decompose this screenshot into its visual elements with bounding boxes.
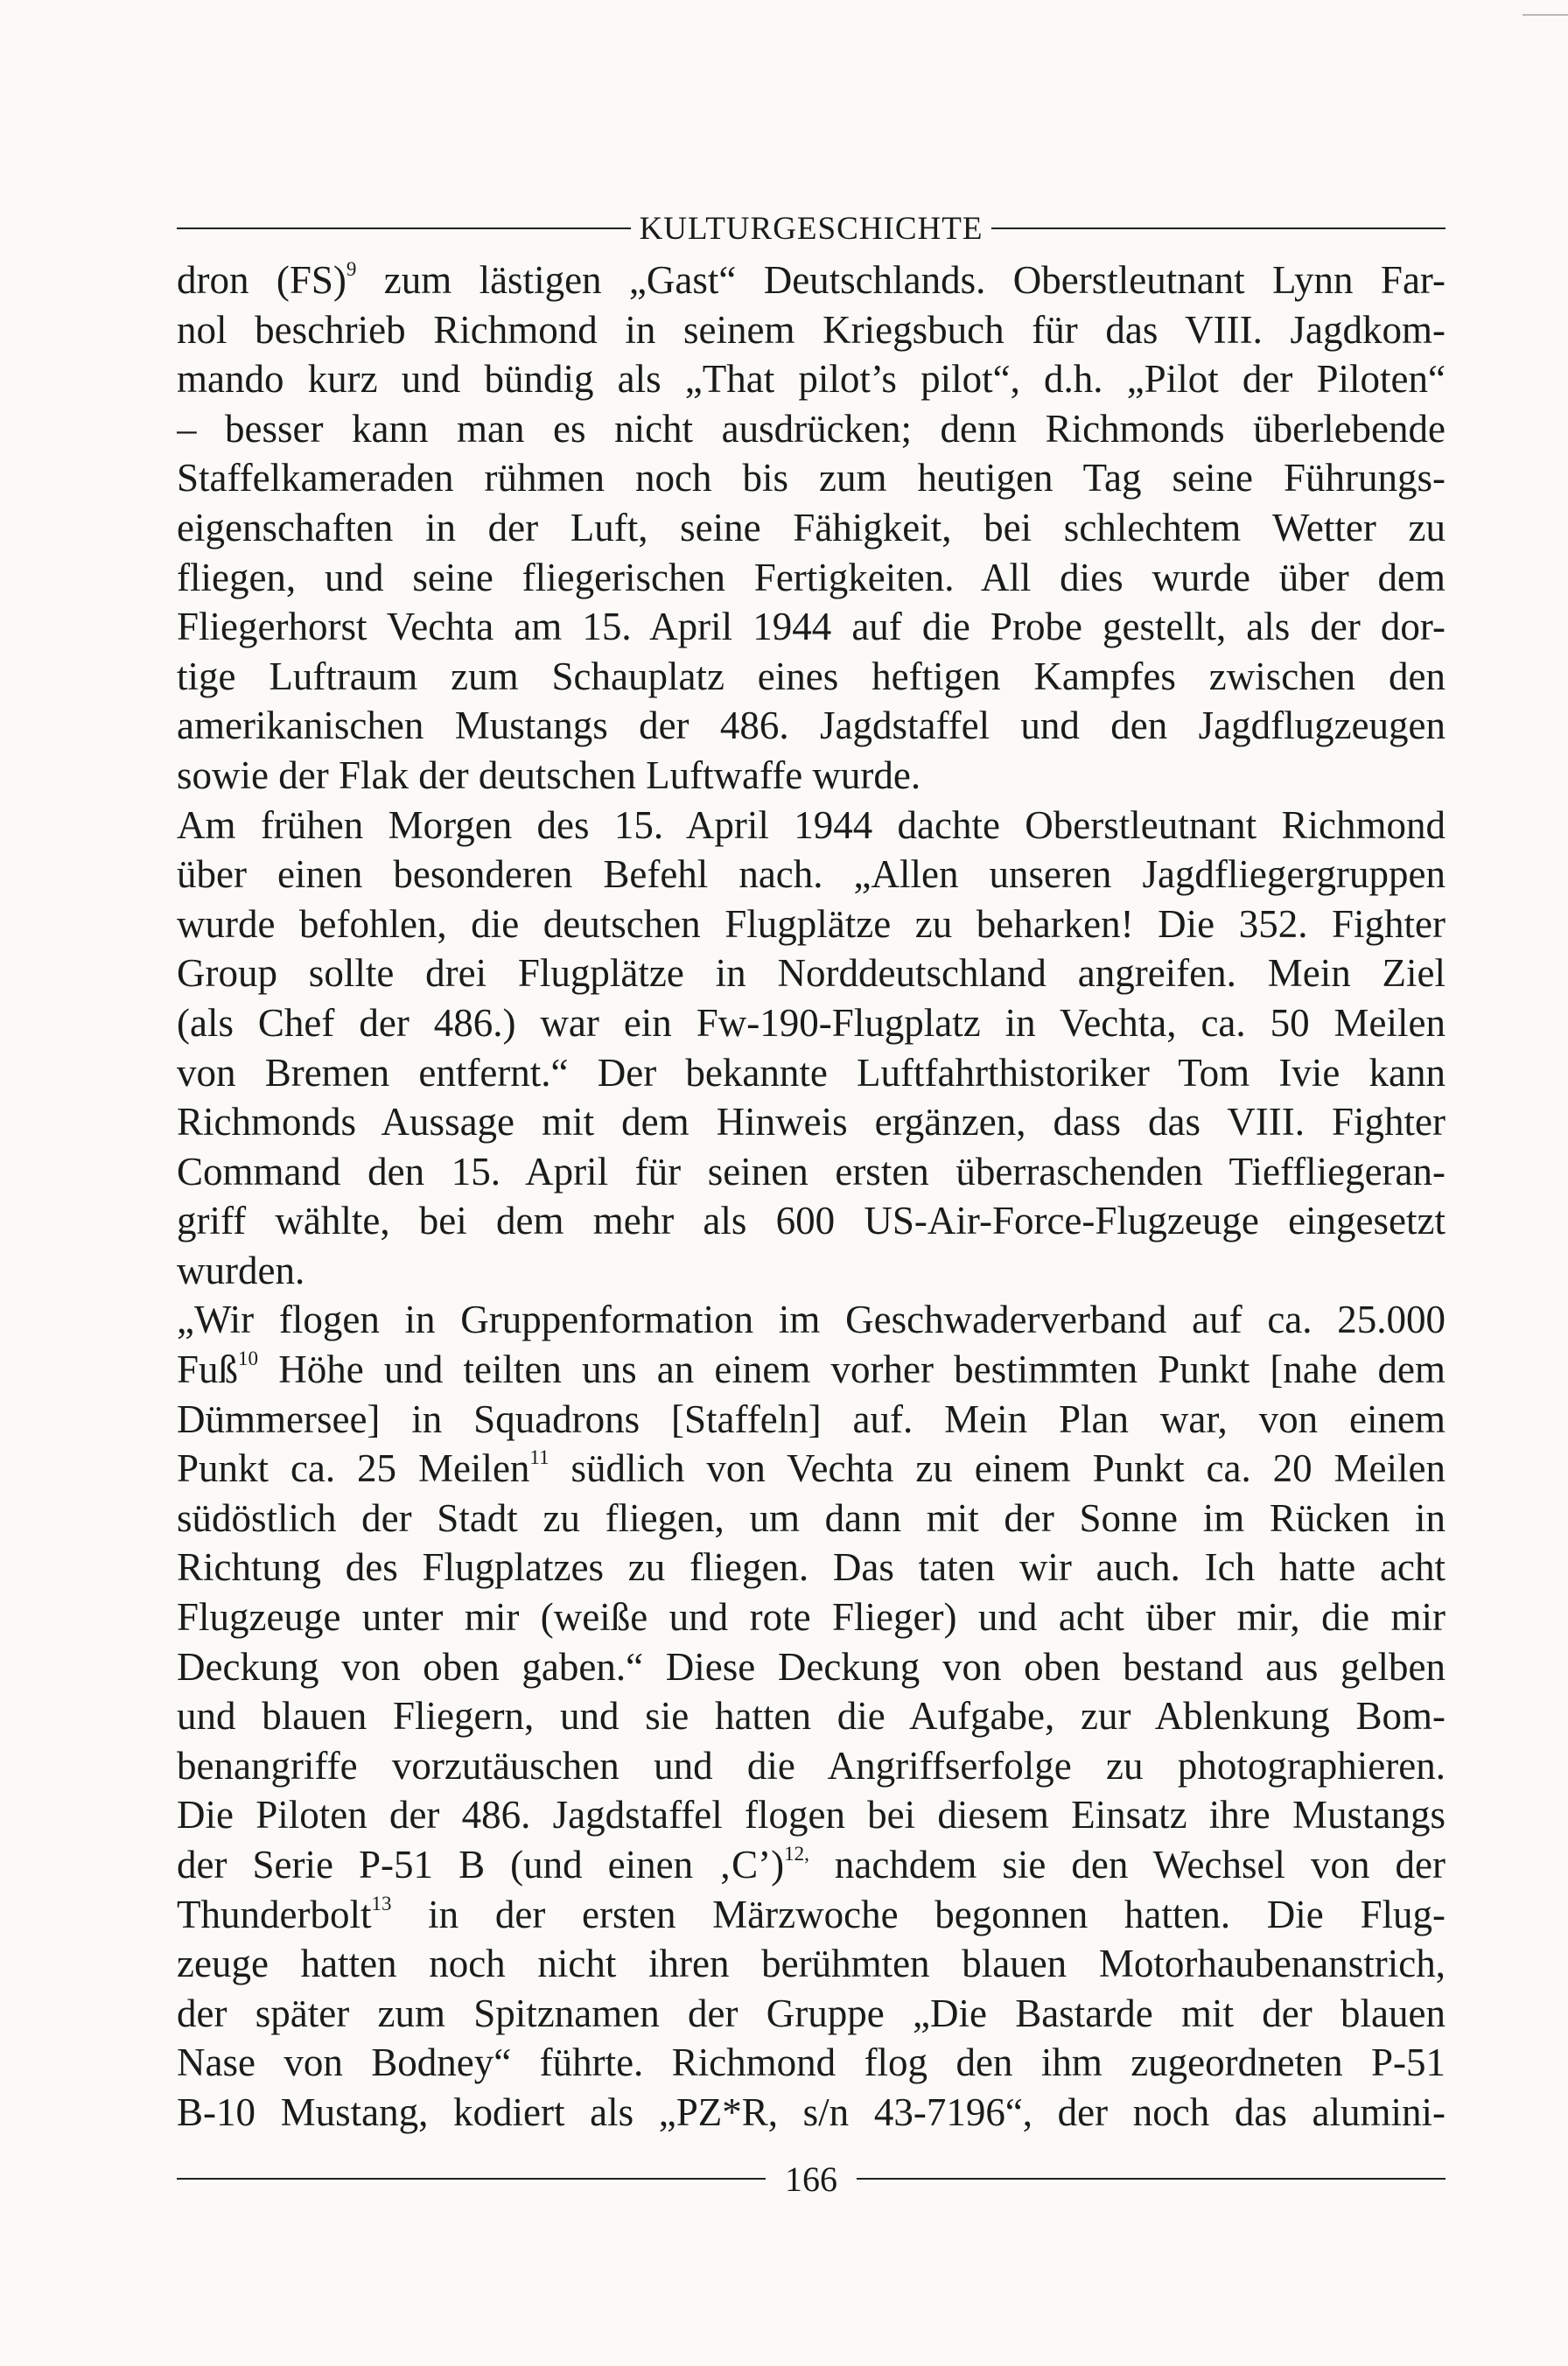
header-rule-left	[177, 228, 631, 229]
text-line	[177, 1691, 1446, 1741]
text-segment: südlich von Vechta zu einem Punkt ca. 20 Meilen	[549, 1446, 1446, 1491]
text-segment: Staffelkameraden rühmen noch bis zum heutigen Tag seine Führungs-	[177, 456, 1446, 500]
text-segment: und blauen Fliegern, und sie hatten die Aufgabe, zur Ablenkung Bom-	[177, 1694, 1446, 1739]
text-line	[177, 1890, 1446, 1940]
text-segment: Punkt ca. 25 Meilen	[177, 1446, 530, 1491]
page-footer	[177, 2157, 1446, 2201]
text-segment: – besser kann man es nicht ausdrücken; denn Richmonds überlebende	[177, 406, 1446, 451]
text-line	[177, 2038, 1446, 2088]
text-segment: B-10 Mustang, kodiert als „PZ*R, s/n 43-7196“, der noch das alumini-	[177, 2090, 1446, 2134]
text-line	[177, 751, 1446, 801]
text-segment: sowie der Flak der deutschen Luftwaffe wurde.	[177, 752, 921, 797]
footnote-marker: 13	[371, 1892, 392, 1914]
text-segment: der Serie P-51 B (und einen ‚C’)	[177, 1843, 785, 1886]
text-line	[177, 256, 1446, 305]
text-segment: mando kurz und bündig als „That pilot’s pilot“, d.h. „Pilot der Piloten“	[177, 357, 1446, 402]
text-segment: Nase von Bodney“ führte. Richmond flog den ihm zugeordneten P-51	[177, 2040, 1446, 2085]
text-line	[177, 404, 1446, 454]
text-line	[177, 503, 1446, 553]
page-edge-mark	[1522, 14, 1568, 16]
text-line	[177, 1147, 1446, 1197]
body-text	[177, 256, 1446, 2138]
text-line	[177, 1790, 1446, 1840]
text-line	[177, 1097, 1446, 1147]
text-segment: (als Chef der 486.) war ein Fw-190-Flugplatz in Vechta, ca. 50 Meilen	[177, 1000, 1446, 1045]
text-line	[177, 1494, 1446, 1544]
footnote-marker: 9	[346, 258, 357, 280]
text-segment: Höhe und teilten uns an einem vorher bestimmten Punkt [nahe dem	[258, 1348, 1446, 1392]
text-line	[177, 652, 1446, 702]
text-line	[177, 1048, 1446, 1098]
text-line	[177, 998, 1446, 1048]
header-rule-right	[991, 228, 1446, 229]
text-segment: dron (FS)	[177, 258, 346, 302]
text-line	[177, 305, 1446, 355]
text-segment: zeuge hatten noch nicht ihren berühmten blauen Motorhaubenanstrich,	[177, 1942, 1446, 1986]
text-line	[177, 553, 1446, 603]
text-segment: wurde befohlen, die deutschen Flugplätze zu beharken! Die 352. Fighter	[177, 901, 1446, 946]
text-segment: nachdem sie den Wechsel von der	[808, 1843, 1446, 1886]
text-segment: von Bremen entfernt.“ Der bekannte Luftfahrthistoriker Tom Ivie kann	[177, 1050, 1446, 1095]
text-segment: fliegen, und seine fliegerischen Fertigkeiten. All dies wurde über dem	[177, 555, 1446, 599]
text-segment: Command den 15. April für seinen ersten überraschenden Tieffliegeran-	[177, 1149, 1446, 1194]
text-line	[177, 1592, 1446, 1642]
text-segment: eigenschaften in der Luft, seine Fähigkeit, bei schlechtem Wetter zu	[177, 505, 1446, 550]
text-segment: Deckung von oben gaben.“ Diese Deckung von oben bestand aus gelben	[177, 1644, 1446, 1689]
footnote-marker: 12,	[784, 1843, 809, 1865]
text-line	[177, 1196, 1446, 1246]
text-line	[177, 354, 1446, 404]
text-segment: Dümmersee] in Squadrons [Staffeln] auf. Mein Plan war, von einem	[177, 1396, 1446, 1441]
text-segment: zum lästigen „Gast“ Deutschlands. Oberstleutnant Lynn Far-	[356, 258, 1446, 302]
text-line	[177, 1642, 1446, 1692]
footer-rule-right	[857, 2178, 1446, 2180]
text-segment: griff wählte, bei dem mehr als 600 US-Air-Force-Flugzeuge eingesetzt	[177, 1199, 1446, 1243]
text-segment: Fuß	[177, 1348, 239, 1392]
running-header	[177, 206, 1446, 250]
text-line	[177, 1840, 1446, 1890]
text-segment: Group sollte drei Flugplätze in Norddeutschland angreifen. Mein Ziel	[177, 951, 1446, 996]
text-segment: über einen besonderen Befehl nach. „Allen unseren Jagdfliegergruppen	[177, 852, 1446, 897]
text-line	[177, 1939, 1446, 1989]
text-segment: Fliegerhorst Vechta am 15. April 1944 auf die Probe gestellt, als der dor-	[177, 605, 1446, 649]
text-segment: in der ersten Märzwoche begonnen hatten. Die Flug-	[391, 1892, 1446, 1936]
text-segment: amerikanischen Mustangs der 486. Jagdstaffel und den Jagdflugzeugen	[177, 704, 1446, 748]
footnote-marker: 11	[529, 1446, 550, 1469]
text-line	[177, 1345, 1446, 1395]
text-line	[177, 1989, 1446, 2039]
page-number: 166	[785, 2159, 837, 2199]
text-line	[177, 2088, 1446, 2138]
text-line	[177, 453, 1446, 503]
text-line	[177, 801, 1446, 850]
text-segment: „Wir flogen in Gruppenformation im Geschwaderverband auf ca. 25.000	[177, 1298, 1446, 1342]
text-segment: tige Luftraum zum Schauplatz eines heftigen Kampfes zwischen den	[177, 654, 1446, 698]
text-line	[177, 948, 1446, 998]
text-segment: Die Piloten der 486. Jagdstaffel flogen bei diesem Einsatz ihre Mustangs	[177, 1793, 1446, 1838]
text-segment: nol beschrieb Richmond in seinem Kriegsbuch für das VIII. Jagdkom-	[177, 307, 1446, 352]
text-segment: Thunderbolt	[177, 1892, 372, 1936]
text-segment: südöstlich der Stadt zu fliegen, um dann mit der Sonne im Rücken in	[177, 1495, 1446, 1540]
text-line	[177, 900, 1446, 949]
text-line	[177, 1741, 1446, 1791]
text-segment: der später zum Spitznamen der Gruppe „Die Bastarde mit der blauen	[177, 1991, 1446, 2035]
footer-rule-left	[177, 2178, 766, 2180]
text-segment: Richtung des Flugplatzes zu fliegen. Das taten wir auch. Ich hatte acht	[177, 1545, 1446, 1590]
text-segment: Richmonds Aussage mit dem Hinweis ergänzen, dass das VIII. Fighter	[177, 1100, 1446, 1144]
text-segment: benangriffe vorzutäuschen und die Angriffserfolge zu photographieren.	[177, 1743, 1446, 1788]
text-line	[177, 1543, 1446, 1592]
text-segment: Am frühen Morgen des 15. April 1944 dachte Oberstleutnant Richmond	[177, 802, 1446, 847]
text-segment: Flugzeuge unter mir (weiße und rote Flieger) und acht über mir, die mir	[177, 1595, 1446, 1640]
text-segment: wurden.	[177, 1248, 305, 1292]
running-title: KULTURGESCHICHTE	[639, 210, 984, 247]
text-line	[177, 602, 1446, 652]
text-line	[177, 1395, 1446, 1445]
text-line	[177, 1295, 1446, 1345]
footnote-marker: 10	[238, 1348, 259, 1370]
text-line	[177, 1444, 1446, 1494]
text-line	[177, 1246, 1446, 1296]
text-line	[177, 701, 1446, 751]
text-line	[177, 850, 1446, 900]
